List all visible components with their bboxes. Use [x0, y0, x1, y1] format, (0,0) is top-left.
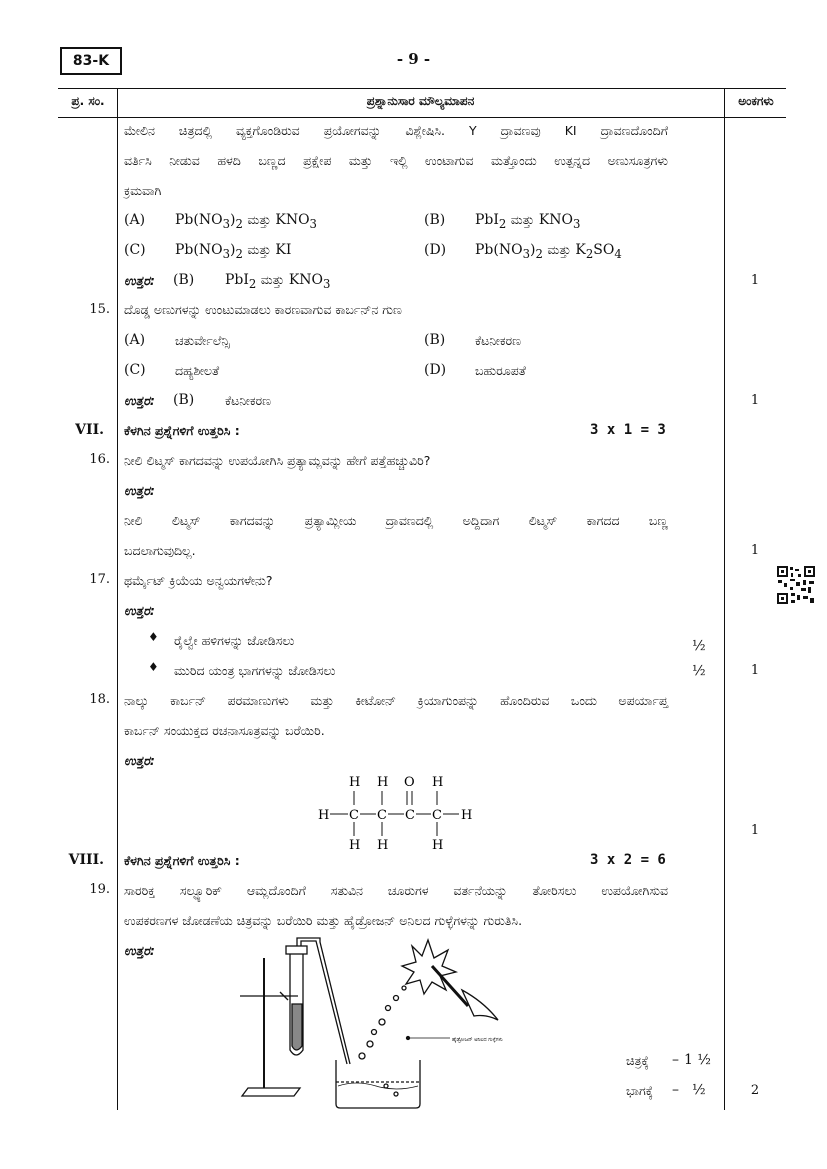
q17-bullet2-mark: ½	[692, 663, 706, 679]
q19-question-line2: ಉಪಕರಣಗಳ ಜೋಡಣೆಯ ಚಿತ್ರವನ್ನು ಬರೆಯಿರಿ ಮತ್ತು ಹೈಡ್ರೋಜನ್ ಅನಿಲದ ಗುಳ್ಳೆಗಳನ್ನು ಗುರುತಿಸಿ.	[124, 913, 523, 928]
section-viii-number: VIII.	[68, 852, 104, 868]
butanone-structure	[316, 774, 476, 854]
section-viii-title: ಕೆಳಗಿನ ಪ್ರಶ್ನೆಗಳಿಗೆ ಉತ್ತರಿಸಿ :	[124, 853, 240, 868]
diamond-bullet-icon: ♦	[148, 630, 159, 644]
q15-option-b: ಕೆಟನೀಕರಣ	[475, 333, 521, 348]
q15-option-d: ಬಹುರೂಪತೆ	[475, 363, 526, 378]
q14-line3: ಕ್ರಮವಾಗಿ	[124, 183, 162, 198]
figure-bubbles-label: ಹೈಡ್ರೋಜನ್ ಅನಿಲದ ಗುಳ್ಳೆಗಳು	[452, 1037, 503, 1043]
section-vii-title: ಕೆಳಗಿನ ಪ್ರಶ್ನೆಗಳಿಗೆ ಉತ್ತರಿಸಿ :	[124, 423, 240, 438]
q18-number: 18.	[89, 692, 110, 707]
q14-answer: PbI$_2$ ಮತ್ತು $KNO_3$	[225, 272, 331, 291]
column-header-evaluation: ಪ್ರಶ್ನಾನುಸಾರ ಮೌಲ್ಯಮಾಪನ	[366, 94, 475, 108]
q15-number: 15.	[89, 302, 110, 317]
q14-line2: ವರ್ತಿಸಿ ನೀಡುವ ಹಳದಿ ಬಣ್ಣದ ಪ್ರಕ್ಷೇಪ ಮತ್ತು ಇಲ್ಲಿ ಉಂಟಾಗುವ ಮತ್ತೊಂದು ಉತ್ಪನ್ನದ ಅಣುಸೂತ್ರಗಳು	[124, 153, 668, 168]
q19-diagram-text: ಚಿತ್ರಕ್ಕೆ	[626, 1053, 649, 1068]
atom-c: C	[377, 808, 387, 823]
q14-option-d: $Pb(NO_3)_2$ ಮತ್ತು $K_2SO_4$	[475, 242, 622, 261]
q14-option-b-label: (B)	[424, 212, 446, 228]
q15-option-b-label: (B)	[424, 332, 446, 348]
q14-option-b: PbI$_2$ ಮತ್ತು $KNO_3$	[475, 212, 581, 231]
q14-marks: 1	[750, 273, 760, 288]
section-vii-number: VII.	[75, 422, 104, 438]
q17-marks: 1	[750, 663, 760, 678]
column-header-marks: ಅಂಕಗಳು	[738, 94, 774, 108]
q15-option-c-label: (C)	[124, 362, 146, 378]
q15-answer-label: ಉತ್ತರ:	[124, 393, 155, 408]
q19-parts-mark: ½	[692, 1082, 706, 1098]
q15-option-a-label: (A)	[124, 332, 146, 348]
diamond-bullet-icon: ♦	[148, 660, 159, 674]
atom-h: H	[461, 808, 473, 823]
zinc-acid-apparatus-figure	[236, 936, 526, 1112]
atom-h: H	[377, 838, 389, 853]
atom-h: H	[432, 838, 444, 853]
table-header-border	[58, 117, 786, 118]
q14-option-a: $Pb(NO_3)_2$ ಮತ್ತು $KNO_3$	[175, 212, 317, 231]
q16-question: ನೀಲಿ ಲಿಟ್ಮಸ್ ಕಾಗದವನ್ನು ಉಪಯೋಗಿಸಿ ಪ್ರತ್ಯಾಮ್ಲವನ್ನು ಹೇಗೆ ಪತ್ತೆಹಚ್ಚುವಿರಿ?	[124, 453, 431, 468]
q16-answer-line1: ನೀಲಿ ಲಿಟ್ಮಸ್ ಕಾಗದವನ್ನು ಪ್ರತ್ಯಾಮ್ಲೀಯ ದ್ರಾವಣದಲ್ಲಿ ಅದ್ದಿದಾಗ ಲಿಟ್ಮಸ್ ಕಾಗದದ ಬಣ್ಣ	[124, 513, 668, 528]
q14-answer-option: (B)	[173, 272, 195, 288]
q19-question-line1: ಸಾರರಿಕ್ತ ಸಲ್ಫ್ಯೂರಿಕ್ ಆಮ್ಲದೊಂದಿಗೆ ಸತುವಿನ ಚೂರುಗಳ ವರ್ತನೆಯನ್ನು ತೋರಿಸಲು ಉಪಯೋಗಿಸುವ	[124, 883, 668, 898]
q15-answer: ಕೆಟನೀಕರಣ	[225, 393, 271, 408]
q18-question-line2: ಕಾರ್ಬನ್ ಸಂಯುಕ್ತದ ರಚನಾಸೂತ್ರವನ್ನು ಬರೆಯಿರಿ.	[124, 723, 325, 738]
atom-h: H	[432, 775, 444, 790]
q14-line1: ಮೇಲಿನ ಚಿತ್ರದಲ್ಲಿ ವ್ಯಕ್ತಗೊಂಡಿರುವ ಪ್ರಯೋಗವನ್ನು ವಿಶ್ಲೇಷಿಸಿ. Y ದ್ರಾವಣವು KI ದ್ರಾವಣದೊಂದಿಗೆ	[124, 123, 668, 138]
atom-c: C	[405, 808, 415, 823]
q19-number: 19.	[89, 882, 110, 897]
q14-answer-label: ಉತ್ತರ:	[124, 273, 155, 288]
q19-parts-dash: –	[672, 1082, 679, 1098]
q17-question: ಥರ್ಮೈಟ್ ಕ್ರಿಯೆಯ ಅನ್ವಯಗಳೇನು?	[124, 573, 273, 588]
q19-diagram-mark: 1 ½	[684, 1052, 711, 1068]
column-divider-right	[724, 88, 725, 1110]
q15-option-a: ಚತುರ್ವೇಲೆನ್ಸಿ	[175, 333, 230, 348]
q15-answer-option: (B)	[173, 392, 195, 408]
q14-option-c: $Pb(NO_3)_2$ ಮತ್ತು KI	[175, 242, 292, 261]
q16-answer-label: ಉತ್ತರ:	[124, 483, 155, 498]
q19-marks: 2	[750, 1083, 760, 1098]
q14-option-d-label: (D)	[424, 242, 447, 258]
q17-bullet2: ಮುರಿದ ಯಂತ್ರ ಭಾಗಗಳನ್ನು ಜೋಡಿಸಲು	[174, 663, 336, 678]
q18-question-line1: ನಾಲ್ಕು ಕಾರ್ಬನ್ ಪರಮಾಣುಗಳು ಮತ್ತು ಕೀಟೋನ್ ಕ್ರಿಯಾಗುಂಪನ್ನು ಹೊಂದಿರುವ ಒಂದು ಅಪರ್ಯಾಪ್ತ	[124, 693, 668, 708]
q14-option-a-label: (A)	[124, 212, 146, 228]
q17-bullet1-mark: ½	[692, 638, 706, 654]
atom-h: H	[318, 808, 330, 823]
q16-answer-line2: ಬದಲಾಗುವುದಿಲ್ಲ.	[124, 543, 196, 558]
table-top-border	[58, 88, 786, 89]
q15-marks: 1	[750, 393, 760, 408]
q19-diagram-dash: –	[672, 1052, 679, 1068]
paper-code: 83-K	[72, 53, 110, 69]
q19-answer-label: ಉತ್ತರ:	[124, 943, 155, 958]
atom-c: C	[432, 808, 442, 823]
column-header-qno: ಪ್ರ. ಸಂ.	[71, 94, 105, 108]
q15-option-c: ದಹ್ಯಶೀಲತೆ	[175, 363, 220, 378]
section-viii-scheme: 3 x 2 = 6	[590, 852, 666, 868]
q16-number: 16.	[89, 452, 110, 467]
q18-answer-label: ಉತ್ತರ:	[124, 753, 155, 768]
page-number: - 9 -	[396, 50, 431, 68]
atom-c: C	[349, 808, 359, 823]
q15-question: ದೊಡ್ಡ ಅಣುಗಳನ್ನು ಉಂಟುಮಾಡಲು ಕಾರಣವಾಗುವ ಕಾರ್ಬನ್‌ನ ಗುಣ	[124, 302, 402, 317]
q14-option-c-label: (C)	[124, 242, 146, 258]
q16-marks: 1	[750, 543, 760, 558]
atom-o: O	[404, 775, 415, 790]
atom-h: H	[349, 838, 361, 853]
q17-answer-label: ಉತ್ತರ:	[124, 603, 155, 618]
atom-h: H	[349, 775, 361, 790]
q19-parts-text: ಭಾಗಕ್ಕೆ	[626, 1083, 654, 1098]
column-divider-left	[117, 88, 118, 1110]
section-vii-scheme: 3 x 1 = 3	[590, 422, 666, 438]
qr-code-icon	[776, 565, 816, 605]
q18-marks: 1	[750, 823, 760, 838]
q15-option-d-label: (D)	[424, 362, 447, 378]
q17-number: 17.	[89, 572, 110, 587]
q17-bullet1: ರೈಲ್ವೇ ಹಳಿಗಳನ್ನು ಜೋಡಿಸಲು	[174, 633, 295, 648]
atom-h: H	[377, 775, 389, 790]
